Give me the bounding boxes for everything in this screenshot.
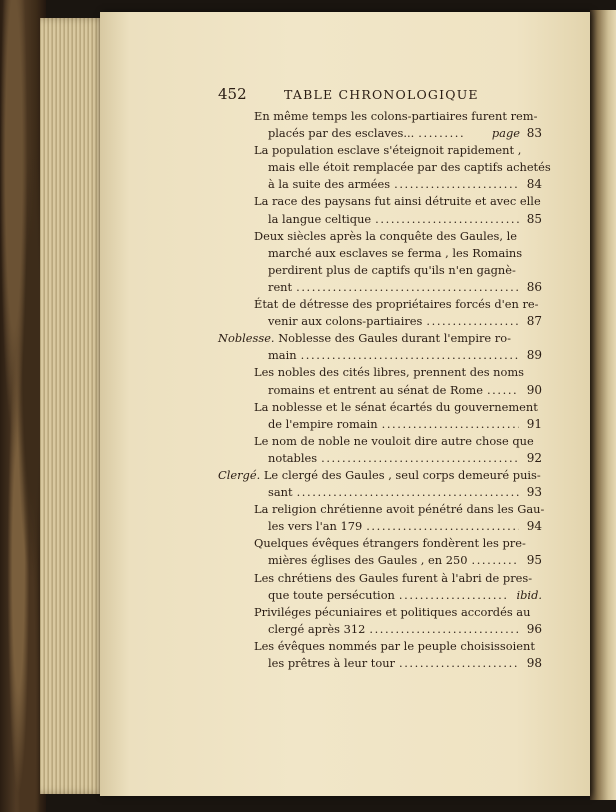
toc-line [218,125,542,142]
toc-line [218,433,542,450]
toc-line [218,382,542,399]
leader-dots [426,313,518,330]
section-heading: Noblesse. [218,331,275,346]
page-reference: 86 [526,279,542,294]
leader-dots [382,416,519,433]
toc-line-text: La race des paysans fut ainsi détruite et avec elle [254,194,541,209]
page-reference: 90 [526,382,542,397]
toc-line-text: Priviléges pécuniaires et politiques accordés au [254,604,531,619]
page-reference: 98 [526,656,542,670]
toc-line-text: Les chrétiens des Gaules furent à l'abri de pres- [254,570,533,585]
toc-line [218,484,542,501]
leader-dots [399,655,519,672]
page-reference: 83 [526,126,542,141]
leader-dots [321,450,519,467]
running-title: TABLE CHRONOLOGIQUE [284,87,479,102]
toc-entry [218,142,551,193]
toc-line-text: rent [268,279,293,294]
page-reference: 87 [526,314,542,329]
toc-entry [218,330,542,364]
toc-line [218,621,542,638]
toc-entry [218,193,542,227]
toc-line [218,262,542,279]
toc-line-text: la langue celtique [268,211,372,226]
leader-dots [369,621,518,638]
toc-line-text: placés par des esclaves... [268,126,415,141]
toc-line [218,108,542,125]
toc-line-text: En même temps les colons-partiaires furent rem- [254,109,538,123]
toc-line-text: Les nobles des cités libres, prennent des noms [254,365,525,380]
toc-line-text: Le nom de noble ne vouloit dire autre chose que [254,433,534,448]
toc-line [218,330,542,347]
leader-dots [366,518,519,535]
toc-line [218,604,542,621]
toc-line [218,245,542,262]
toc-line [218,399,542,416]
toc-entry [218,604,542,638]
toc-line [218,450,542,467]
toc-line-text: de l'empire romain [268,416,378,431]
page-number: 452 [218,85,247,103]
leader-dots [394,176,519,193]
page-reference: 89 [526,348,542,363]
toc-entry [218,399,542,433]
page-edges [40,18,106,794]
leader-dots [297,484,519,501]
page-reference: 85 [526,211,542,226]
leader-dots [471,552,518,569]
toc-line [218,279,542,296]
toc-line [218,211,542,228]
toc-line-text: venir aux colons-partiaires [268,314,423,329]
leader-dots [399,587,509,604]
toc-line [218,416,542,433]
toc-entry [218,467,542,501]
toc-entry [218,638,542,672]
toc-line-text [218,467,541,484]
toc-line [218,501,545,518]
toc-line [218,552,542,569]
entry-text: Le clergé des Gaules , seul corps demeuré puis- [263,467,541,482]
toc-line-text: La religion chrétienne avoit pénétré dans les Gau- [254,502,545,517]
page-reference: 91 [526,416,542,431]
toc-line [218,587,542,604]
toc-entry [218,501,545,535]
toc-line-text: La noblesse et le sénat écartés du gouvernement [254,399,538,414]
toc-entry [218,364,542,398]
toc-entry [218,108,542,142]
toc-line-text: La population esclave s'éteignoit rapidement , [254,143,522,158]
toc-line-text: mais elle étoit remplacée par des captifs achetés [268,160,551,175]
leader-dots [301,347,519,364]
page-marker: page [491,126,520,141]
toc-line-text [218,330,511,347]
toc-entry [218,296,542,330]
leader-dots [375,211,519,228]
toc-line [218,655,542,672]
toc-line [218,518,542,535]
toc-line [218,142,542,159]
section-heading: Clergé. [218,467,261,482]
page-reference: 84 [526,177,542,192]
page-reference: 92 [526,450,542,465]
toc-line [218,570,542,587]
leader-dots [296,279,519,296]
toc-line-text: à la suite des armées [268,177,391,192]
leader-dots [418,125,464,142]
toc-line-text: Les évêques nommés par le peuple choisissoient [254,638,535,653]
toc-entry [218,433,542,467]
page-reference: 95 [526,553,542,568]
toc-line-text: romains et entrent au sénat de Rome [268,382,483,397]
toc-line-text: clergé après 312 [268,621,366,636]
toc-line-text: Quelques évêques étrangers fondèrent les pre- [254,536,526,551]
toc-line-text: mières églises des Gaules , en 250 [268,553,468,568]
toc-line-text: les prêtres à leur tour [268,656,395,670]
toc-line [218,347,542,364]
toc-line-text: notables [268,450,318,465]
toc-line-text: État de détresse des propriétaires forcés d'en re- [254,297,539,312]
toc-line-text: main [268,348,297,363]
toc-line-text: les vers l'an 179 [268,519,363,534]
toc-line [218,159,551,176]
page-reference: 93 [526,485,542,500]
toc-line [218,535,542,552]
toc-line [218,228,542,245]
page-header [218,86,520,106]
toc-line-text: Deux siècles après la conquête des Gaules, le [254,228,517,243]
page-reference: ibid. [516,587,542,602]
table-of-contents [218,108,551,672]
toc-line-text: perdirent plus de captifs qu'ils n'en gagnè- [268,262,516,277]
toc-line-text: sant [268,485,293,500]
entry-text: Noblesse des Gaules durant l'empire ro- [278,331,511,346]
toc-entry [218,535,542,569]
toc-line [218,176,542,193]
toc-line [218,296,542,313]
facing-page-edge [590,10,616,800]
page-reference: 96 [526,621,542,636]
toc-entry [218,570,542,604]
toc-line [218,193,542,210]
toc-line [218,467,542,484]
toc-line-text: marché aux esclaves se ferma , les Romains [268,245,523,260]
leader-dots [487,382,519,399]
toc-line [218,313,542,330]
toc-line-text: que toute persécution [268,587,395,602]
toc-line [218,364,542,381]
page-reference: 94 [526,519,542,534]
toc-entry [218,228,542,296]
toc-line [218,638,542,655]
